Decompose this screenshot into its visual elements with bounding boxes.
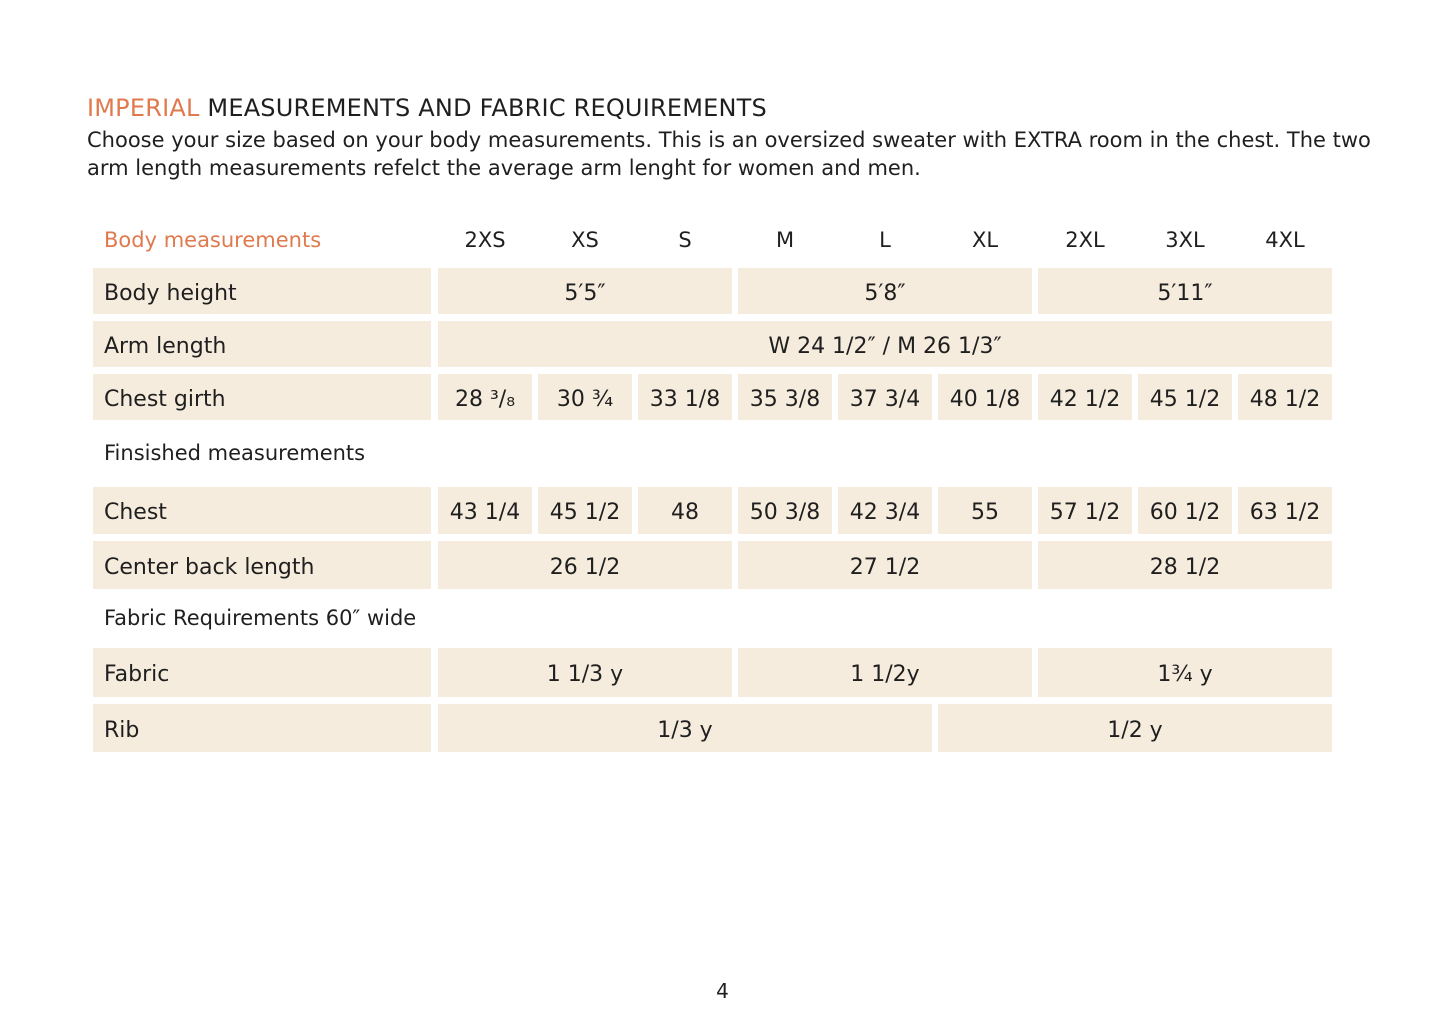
fabric-value: 1 1/2y [738, 648, 1032, 697]
intro-line-2: arm length measurements refelct the average arm lenght for women and men. [87, 156, 921, 180]
body-height-value: 5′5″ [438, 268, 732, 314]
center-back-length-value: 28 1/2 [1038, 541, 1332, 589]
fabric-value: 1¾ y [1038, 648, 1332, 697]
body-height-label: Body height [93, 268, 431, 314]
chest-value: 60 1/2 [1138, 487, 1232, 534]
chest-value: 50 3/8 [738, 487, 832, 534]
title-rest: MEASUREMENTS AND FABRIC REQUIREMENTS [207, 94, 767, 122]
fabric-value: 1 1/3 y [438, 648, 732, 697]
chest-girth-value: 33 1/8 [638, 374, 732, 420]
arm-length-value: W 24 1/2″ / M 26 1/3″ [438, 321, 1332, 367]
intro-paragraph [87, 126, 1387, 182]
arm-length-label: Arm length [93, 321, 431, 367]
center-back-length-value: 26 1/2 [438, 541, 732, 589]
chest-value: 48 [638, 487, 732, 534]
size-header-4xl: 4XL [1265, 228, 1305, 252]
size-header-3xl: 3XL [1165, 228, 1205, 252]
fabric-requirements-title: Fabric Requirements 60″ wide [104, 606, 417, 630]
size-header-s: S [678, 228, 692, 252]
size-header-m: M [775, 228, 795, 252]
size-header-xs: XS [571, 228, 599, 252]
chest-label: Chest [93, 487, 431, 534]
chest-girth-value: 30 ¾ [538, 374, 632, 420]
rib-value: 1/3 y [438, 704, 932, 752]
rib-value: 1/2 y [938, 704, 1332, 752]
body-height-value: 5′8″ [738, 268, 1032, 314]
chest-girth-value: 35 3/8 [738, 374, 832, 420]
center-back-length-label: Center back length [93, 541, 431, 589]
chest-girth-label: Chest girth [93, 374, 431, 420]
chest-value: 57 1/2 [1038, 487, 1132, 534]
chest-value: 63 1/2 [1238, 487, 1332, 534]
body-measurements-header: Body measurements [104, 228, 322, 252]
chest-girth-value: 37 3/4 [838, 374, 932, 420]
title-accent: IMPERIAL [87, 94, 200, 122]
chest-girth-value: 48 1/2 [1238, 374, 1332, 420]
chest-value: 42 3/4 [838, 487, 932, 534]
size-header-2xl: 2XL [1065, 228, 1105, 252]
chest-girth-value: 28 ³/₈ [438, 374, 532, 420]
finished-measurements-title: Finsished measurements [104, 441, 366, 465]
fabric-label: Fabric [93, 648, 431, 697]
size-header-l: L [879, 228, 891, 252]
page-title [87, 94, 767, 122]
size-header-xl: XL [971, 228, 999, 252]
chest-girth-value: 42 1/2 [1038, 374, 1132, 420]
chest-girth-value: 40 1/8 [938, 374, 1032, 420]
intro-line-1: Choose your size based on your body measurements. This is an oversized sweater with EXTRA room in the chest. The two [87, 128, 1371, 152]
size-header-2xs: 2XS [464, 228, 506, 252]
chest-value: 55 [938, 487, 1032, 534]
page-number: 4 [716, 979, 729, 1003]
center-back-length-value: 27 1/2 [738, 541, 1032, 589]
rib-label: Rib [93, 704, 431, 752]
chest-value: 43 1/4 [438, 487, 532, 534]
chest-girth-value: 45 1/2 [1138, 374, 1232, 420]
body-height-value: 5′11″ [1038, 268, 1332, 314]
chest-value: 45 1/2 [538, 487, 632, 534]
